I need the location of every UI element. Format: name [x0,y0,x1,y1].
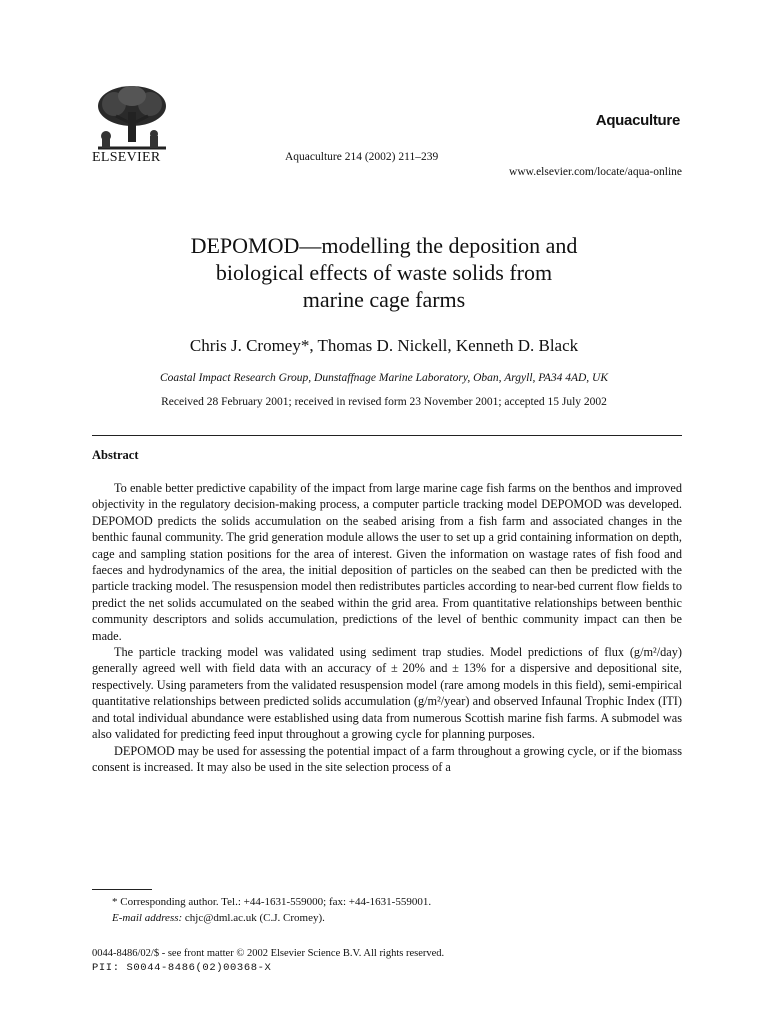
article-title [84,232,684,313]
title-line: biological effects of waste solids from [215,260,553,285]
email-note [92,911,682,927]
author-list: Chris J. Cromey*, Thomas D. Nickell, Kenneth D. Black [189,336,579,355]
header-divider [92,435,682,436]
corresponding-author-note: * Corresponding author. Tel.: +44-1631-559000; fax: +44-1631-559001. [112,896,432,908]
abstract-paragraph: To enable better predictive capability of the impact from large marine cage fish farms on the benthos and improved objectivity in the regulatory decision-making process, a computer particle tracking model DEPOMOD was developed. DEPOMOD predicts the solids accumulation on the seabed arising from a fish farm and associated changes in the benthic faunal community. The grid generation module allows the user to set up a grid containing information on depth, cage and sampling station positions for the area of interest. Given the information on wastage rates of fish food and faeces and hydrodynamics of the area, the initial deposition of particles on the seabed can then be predicted with the particle tracking model. The resuspension model then redistributes particles according to near-bed current flow fields to predict the net solids accumulated on the seabed within the grid area. From quantitative relationships between benthic community descriptors and solids accumulation, predictions of the level of benthic community impact can then be made. [92,481,682,643]
email-label: E-mail address: [112,911,183,924]
elsevier-tree-icon [92,82,172,152]
abstract-paragraph: The particle tracking model was validated using sediment trap studies. Model predictions of flux (g/m²/day) generally agreed well with field data with an accuracy of ± 20% and ± 13% for a dispersive and depositional site, respectively. Using parameters from the validated resuspension model (rare among models in this field), semi-empirical quantitative relationships between predicted solids accumulation (g/m²/year) and observed Infaunal Trophic Index (ITI) and total individual abundance were established using data from numerous Scottish marine fish farms. A submodel was also validated for predicting feed input throughout a growing cycle for planning purposes. [92,645,682,742]
received-dates: Received 28 February 2001; received in revised form 23 November 2001; accepted 15 July 2002 [161,396,607,408]
journal-url[interactable]: www.elsevier.com/locate/aqua-online [509,166,682,178]
abstract-heading: Abstract [92,448,139,462]
copyright-block [92,946,444,976]
journal-brand: Aquaculture [595,112,680,129]
pii-line: PII: S0044-8486(02)00368-X [92,962,272,974]
copyright-line: 0044-8486/02/$ - see front matter © 2002 Elsevier Science B.V. All rights reserved. [92,948,445,959]
email-address[interactable]: chjc@dml.ac.uk (C.J. Cromey). [184,911,325,924]
title-line: marine cage farms [302,287,466,312]
footnote [92,895,682,926]
abstract-paragraph: DEPOMOD may be used for assessing the potential impact of a farm throughout a growing cycle, or if the biomass consent is increased. It may also be used in the site selection process of a [92,743,682,774]
footnote-divider [92,889,152,890]
publisher-name: ELSEVIER [92,150,161,165]
title-line: DEPOMOD—modelling the deposition and [190,233,578,258]
journal-citation: Aquaculture 214 (2002) 211–239 [285,151,439,163]
affiliation: Coastal Impact Research Group, Dunstaffnage Marine Laboratory, Oban, Argyll, PA34 4AD, UK [159,372,609,384]
abstract-body [92,480,682,775]
